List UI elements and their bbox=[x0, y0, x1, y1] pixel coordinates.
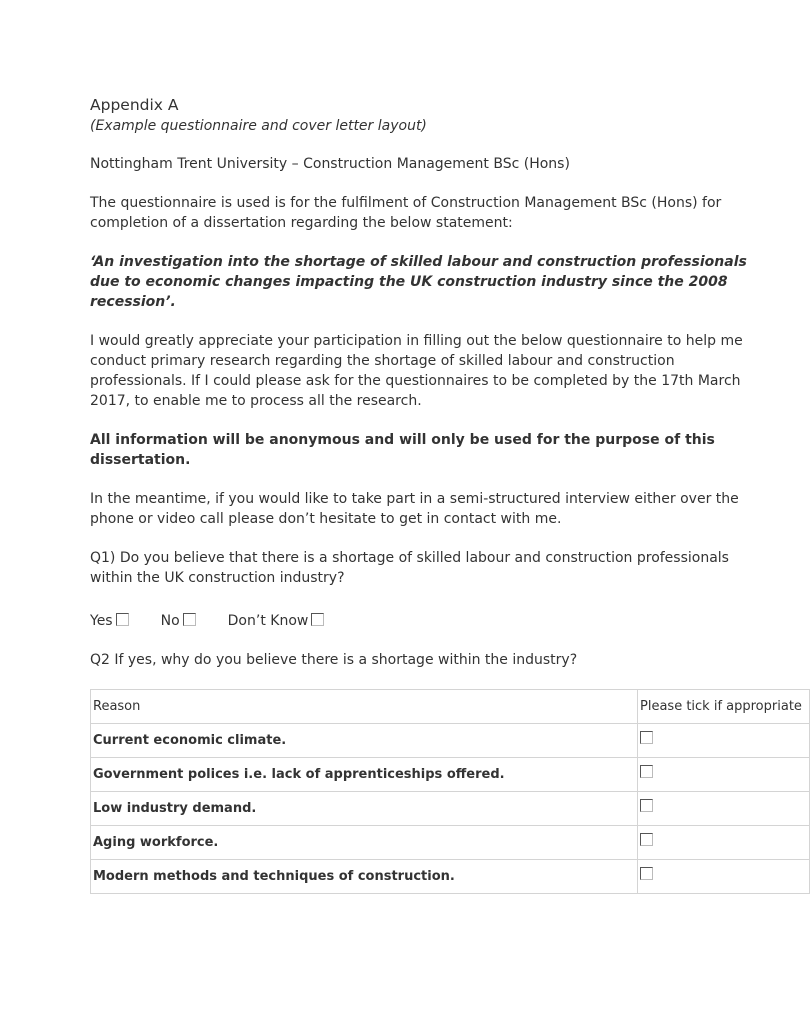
q1-option-no-label: No bbox=[160, 613, 180, 629]
reason-cell: Aging workforce. bbox=[91, 826, 638, 860]
tick-cell bbox=[638, 792, 810, 826]
q2-question: Q2 If yes, why do you believe there is a shortage within the industry? bbox=[90, 652, 578, 668]
q2-reasons-table bbox=[90, 689, 810, 894]
dissertation-statement: ‘An investigation into the shortage of skilled labour and construction professionals due to economic changes impacting the UK construction industry since the 2008 recession’. bbox=[90, 254, 747, 310]
interview-paragraph: In the meantime, if you would like to take part in a semi-structured interview either over the phone or video call please don’t hesitate to get in contact with me. bbox=[90, 491, 739, 527]
tick-cell bbox=[638, 826, 810, 860]
q1-dont-know-checkbox[interactable] bbox=[311, 613, 324, 626]
document-page bbox=[90, 94, 802, 894]
tick-cell bbox=[638, 758, 810, 792]
reason-checkbox[interactable] bbox=[640, 731, 653, 744]
table-row bbox=[91, 724, 810, 758]
reason-cell: Modern methods and techniques of construction. bbox=[91, 860, 638, 894]
tick-column-header: Please tick if appropriate bbox=[638, 690, 810, 724]
reason-column-header: Reason bbox=[91, 690, 638, 724]
reason-cell: Government polices i.e. lack of apprenticeships offered. bbox=[91, 758, 638, 792]
q1-answer-options bbox=[90, 607, 768, 631]
q1-no-checkbox[interactable] bbox=[183, 613, 196, 626]
q2-table-wrapper bbox=[90, 689, 802, 894]
tick-cell bbox=[638, 724, 810, 758]
table-row bbox=[91, 860, 810, 894]
q1-option-yes[interactable] bbox=[90, 611, 129, 631]
reason-checkbox[interactable] bbox=[640, 765, 653, 778]
reason-cell: Current economic climate. bbox=[91, 724, 638, 758]
appendix-subtitle: (Example questionnaire and cover letter layout) bbox=[90, 118, 427, 134]
q1-question: Q1) Do you believe that there is a shortage of skilled labour and construction professionals within the UK construction industry? bbox=[90, 550, 729, 586]
intro-paragraph: The questionnaire is used is for the fulfilment of Construction Management BSc (Hons) for completion of a dissertation regarding the below statement: bbox=[90, 195, 722, 231]
tick-cell bbox=[638, 860, 810, 894]
reason-checkbox[interactable] bbox=[640, 833, 653, 846]
reason-checkbox[interactable] bbox=[640, 799, 653, 812]
table-row bbox=[91, 758, 810, 792]
reason-checkbox[interactable] bbox=[640, 867, 653, 880]
q1-option-no[interactable] bbox=[161, 611, 196, 631]
appendix-title: Appendix A bbox=[90, 96, 179, 114]
q1-option-yes-label: Yes bbox=[90, 613, 113, 629]
q1-yes-checkbox[interactable] bbox=[116, 613, 129, 626]
table-row bbox=[91, 826, 810, 860]
q1-option-dont-know-label: Don’t Know bbox=[227, 613, 309, 629]
anonymity-notice: All information will be anonymous and will only be used for the purpose of this dissertation. bbox=[90, 432, 715, 468]
request-paragraph: I would greatly appreciate your participation in filling out the below questionnaire to help me conduct primary research regarding the shortage of skilled labour and construction professionals. If I could please ask for the questionnaires to be completed by the 17th March 2017, to enable me to process all the research. bbox=[90, 333, 743, 409]
table-header-row bbox=[91, 690, 810, 724]
university-line: Nottingham Trent University – Construction Management BSc (Hons) bbox=[90, 156, 570, 172]
table-row bbox=[91, 792, 810, 826]
reason-cell: Low industry demand. bbox=[91, 792, 638, 826]
q1-option-dont-know[interactable] bbox=[228, 611, 325, 631]
